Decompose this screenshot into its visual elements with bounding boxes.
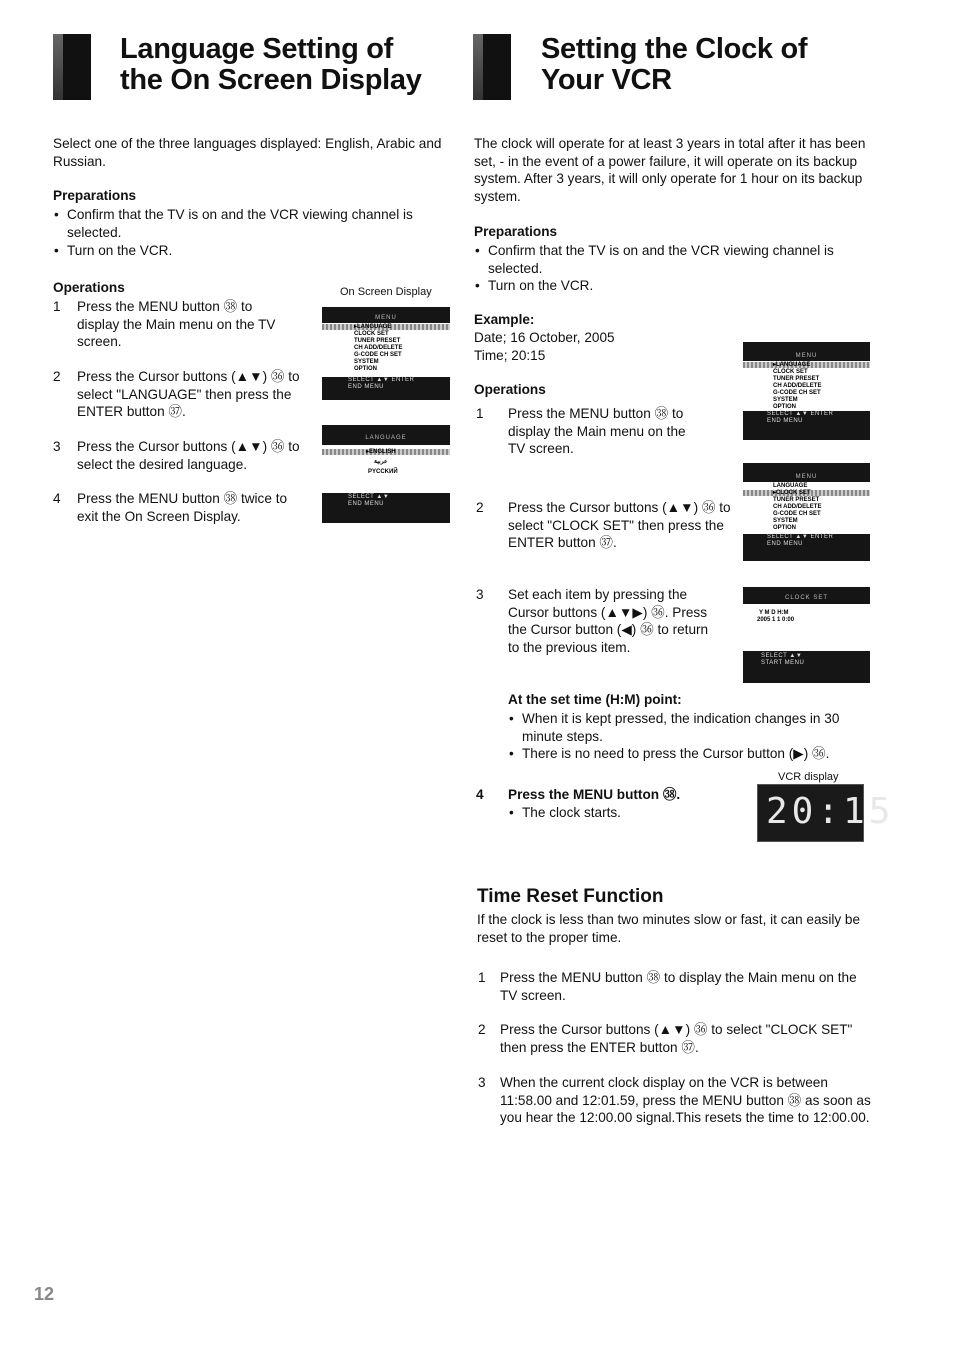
step-text: Press the MENU button ㊳ to display the Main menu on the TV screen. xyxy=(77,299,276,349)
screen-footer: START MENU xyxy=(761,660,805,666)
step-text: Press the MENU button ㊳ to display the Main menu on the TV screen. xyxy=(508,406,686,456)
menu-item: LANGUAGE xyxy=(773,483,808,489)
clock-values: 2005 1 1 0:00 xyxy=(757,617,795,623)
heading-block-icon xyxy=(473,34,511,100)
vcr-display xyxy=(757,784,895,842)
menu-item: ▸LANGUAGE xyxy=(354,324,392,330)
list-item: • Confirm that the TV is on and the VCR viewing channel is selected. xyxy=(53,206,457,241)
operations-heading: Operations xyxy=(474,382,546,397)
tv-screen-main-menu xyxy=(322,307,450,400)
tv-screen-language xyxy=(322,425,450,523)
preparations-heading: Preparations xyxy=(474,224,558,239)
menu-item: TUNER PRESET xyxy=(354,338,401,344)
page-number: 12 xyxy=(34,1284,55,1304)
step: 4 Press the MENU button ㊳. xyxy=(476,786,726,804)
example-date: Date; 16 October, 2005 xyxy=(474,330,615,345)
step: 1 Press the MENU button ㊳ to display the Main menu on the TV screen. xyxy=(53,298,283,351)
menu-item: CH ADD/DELETE xyxy=(773,383,822,389)
step-text: Press the MENU button ㊳. xyxy=(508,787,681,802)
menu-item: CLOCK SET xyxy=(354,331,389,337)
title-line: Your VCR xyxy=(541,64,672,96)
step: 3 Set each item by pressing the Cursor buttons (▲▼▶) ㊱. Press the Cursor button (◀) ㊱ to return to the previous item. xyxy=(476,586,712,656)
title-line: the On Screen Display xyxy=(120,64,422,96)
screen-footer: END MENU xyxy=(348,501,385,507)
menu-item: ▸ENGLISH xyxy=(366,449,396,455)
menu-item: CH ADD/DELETE xyxy=(354,345,403,351)
list-item: • When it is kept pressed, the indication changes in 30 minute steps. xyxy=(508,710,867,745)
screen-footer: SELECT ▲▼ xyxy=(348,494,390,500)
step: 3 When the current clock display on the VCR is between 11:58.00 and 12:01.59, press the MENU button ㊳ as soon as you hear the 12:00.00 signal.This resets the time to 12:00.00. xyxy=(478,1074,874,1127)
screen-title: MENU xyxy=(795,474,818,480)
tv-screen-clock-select xyxy=(743,463,870,561)
menu-item: CLOCK SET xyxy=(773,369,808,375)
step-text: Press the MENU button ㊳ to display the Main menu on the TV screen. xyxy=(500,970,857,1003)
intro-text: The clock will operate for at least 3 years in total after it has been set, - in the event of a power failure, it will operate on its backup system. After 3 years, it will only operate for 1 hour on its backup system. xyxy=(474,136,866,204)
menu-item: SYSTEM xyxy=(354,359,379,365)
screen-title: LANGUAGE xyxy=(365,435,407,441)
step-text: Press the Cursor buttons (▲▼) ㊱ to select "LANGUAGE" then press the ENTER button ㊲. xyxy=(77,369,300,419)
screen-title: MENU xyxy=(795,353,818,359)
list-item: • The clock starts. xyxy=(508,804,742,822)
menu-item: SYSTEM xyxy=(773,397,798,403)
menu-item: G-CODE CH SET xyxy=(773,390,821,396)
menu-item: ▸CLOCK SET xyxy=(773,490,811,496)
set-time-heading: At the set time (H:M) point: xyxy=(508,692,682,707)
tv-screen-main-menu xyxy=(743,342,870,440)
menu-item: CH ADD/DELETE xyxy=(773,504,822,510)
screen-caption: On Screen Display xyxy=(340,286,432,298)
screen-footer: END MENU xyxy=(767,418,804,424)
screen-title: MENU xyxy=(375,315,397,321)
clock-fields: Y M D H:M xyxy=(759,610,789,616)
menu-item: G-CODE CH SET xyxy=(354,352,402,358)
menu-item: ▸LANGUAGE xyxy=(773,362,811,368)
screen-footer: SELECT ▲▼ ENTER xyxy=(767,534,834,540)
example-time: Time; 20:15 xyxy=(474,348,546,363)
menu-item: OPTION xyxy=(773,525,797,531)
list-item: • There is no need to press the Cursor button (▶) ㊱. xyxy=(508,745,882,763)
preparations-heading: Preparations xyxy=(53,188,137,203)
operations-heading: Operations xyxy=(53,280,125,295)
step: 2 Press the Cursor buttons (▲▼) ㊱ to select "LANGUAGE" then press the ENTER button ㊲. xyxy=(53,368,311,421)
list-item: • Turn on the VCR. xyxy=(53,242,457,260)
screen-footer: SELECT ▲▼ ENTER xyxy=(767,411,834,417)
step-text: Press the Cursor buttons (▲▼) ㊱ to select "CLOCK SET" then press the ENTER button ㊲. xyxy=(500,1022,853,1055)
screen-footer: SELECT ▲▼ ENTER xyxy=(348,377,415,383)
screen-footer: SELECT ▲▼ xyxy=(761,653,803,659)
menu-item: PYCCKИЙ xyxy=(368,469,398,475)
tv-screen-clock-set xyxy=(743,587,870,683)
menu-item: عربية xyxy=(374,459,388,465)
section-heading: Time Reset Function xyxy=(477,886,664,907)
reset-intro: If the clock is less than two minutes slow or fast, it can easily be reset to the proper time. xyxy=(477,912,861,945)
page-title-clock xyxy=(541,34,807,96)
screen-footer: END MENU xyxy=(767,541,804,547)
step: 1 Press the MENU button ㊳ to display the Main menu on the TV screen. xyxy=(476,405,704,458)
step-text: Set each item by pressing the Cursor buttons (▲▼▶) ㊱. Press the Cursor button (◀) ㊱ to return to the previous item. xyxy=(508,587,709,655)
menu-item: G-CODE CH SET xyxy=(773,511,821,517)
step-text: Press the Cursor buttons (▲▼) ㊱ to select "CLOCK SET" then press the ENTER button ㊲. xyxy=(508,500,731,550)
step: 4 Press the MENU button ㊳ twice to exit the On Screen Display. xyxy=(53,490,311,525)
step: 1 Press the MENU button ㊳ to display the Main menu on the TV screen. xyxy=(478,969,872,1004)
menu-item: OPTION xyxy=(773,404,797,410)
list-item: • Confirm that the TV is on and the VCR viewing channel is selected. xyxy=(474,242,880,277)
step-text: Press the Cursor buttons (▲▼) ㊱ to select the desired language. xyxy=(77,439,300,472)
step: 3 Press the Cursor buttons (▲▼) ㊱ to select the desired language. xyxy=(53,438,311,473)
intro-text: Select one of the three languages displayed: English, Arabic and Russian. xyxy=(53,136,442,169)
vcr-time-readout: 20:15 xyxy=(766,791,895,832)
example-heading: Example: xyxy=(474,312,535,327)
menu-item: SYSTEM xyxy=(773,518,798,524)
list-item: • Turn on the VCR. xyxy=(474,277,880,295)
step: 2 Press the Cursor buttons (▲▼) ㊱ to select "CLOCK SET" then press the ENTER button ㊲. xyxy=(476,499,734,552)
step: 2 Press the Cursor buttons (▲▼) ㊱ to select "CLOCK SET" then press the ENTER button ㊲. xyxy=(478,1021,872,1056)
menu-item: TUNER PRESET xyxy=(773,497,820,503)
page-title-language xyxy=(120,34,422,96)
title-line: Setting the Clock of xyxy=(541,33,808,65)
vcr-caption: VCR display xyxy=(778,771,839,783)
menu-item: OPTION xyxy=(354,366,378,372)
title-line: Language Setting of xyxy=(120,33,394,65)
heading-block-icon xyxy=(53,34,91,100)
menu-item: TUNER PRESET xyxy=(773,376,820,382)
step-text: When the current clock display on the VCR is between 11:58.00 and 12:01.59, press the MENU button ㊳ as soon as you hear the 12:00.00 signal.This resets the time to 12:00.00. xyxy=(500,1075,871,1125)
step-text: Press the MENU button ㊳ twice to exit the On Screen Display. xyxy=(77,491,288,524)
screen-footer: END MENU xyxy=(348,384,385,390)
screen-title: CLOCK SET xyxy=(784,595,828,601)
